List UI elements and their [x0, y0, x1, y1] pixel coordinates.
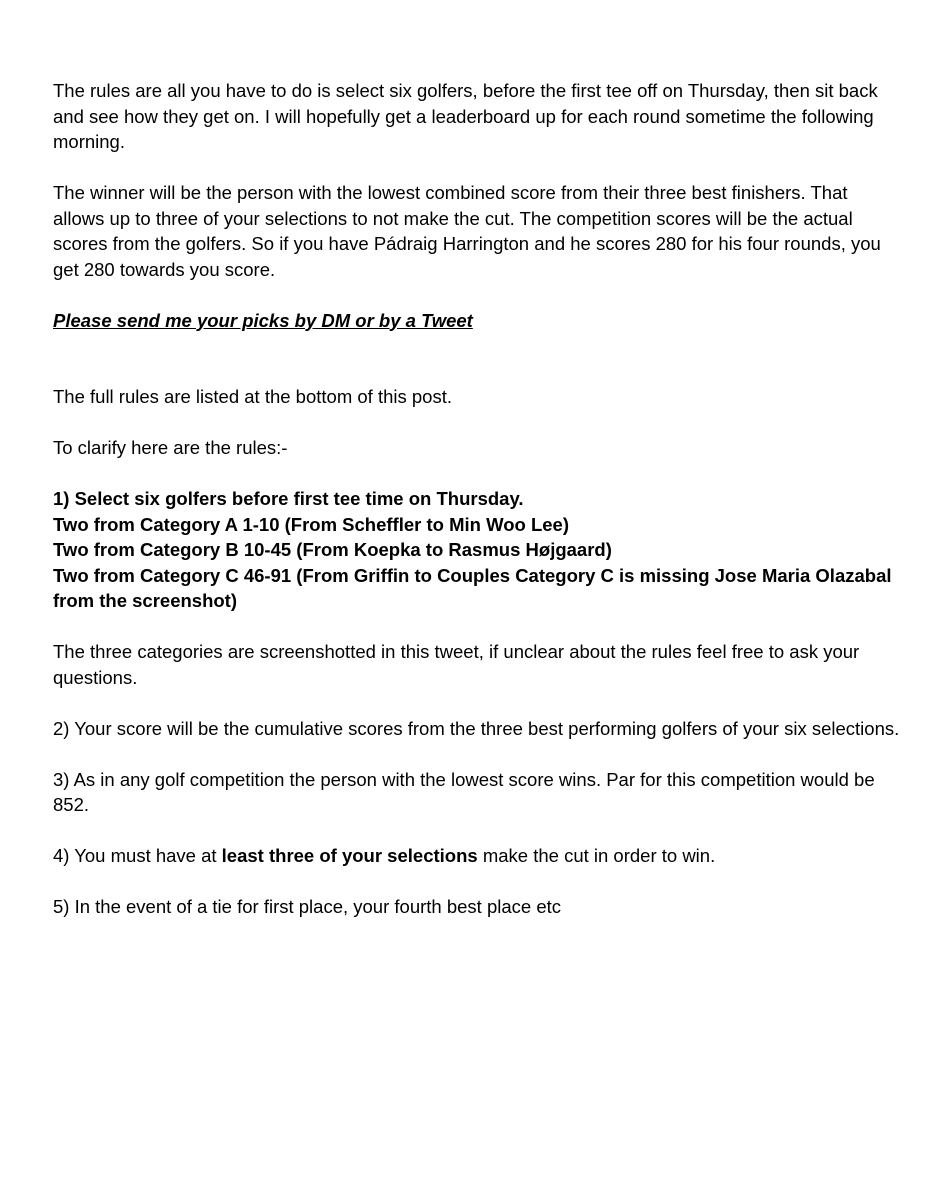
winner-paragraph: The winner will be the person with the lowest combined score from their three best finishers. That allows up to three of your selections to not make the cut. The competition scores will be the actual scores from the golfers. So if you have Pádraig Harrington and he scores 280 for his four rounds, you get 280 towards you score. — [53, 182, 881, 280]
intro-paragraph: The rules are all you have to do is select six golfers, before the first tee off on Thursday, then sit back and see how they get on. I will hopefully get a leaderboard up for each round sometime the following morning. — [53, 80, 878, 152]
rule-1-category-b: Two from Category B 10-45 (From Koepka to Rasmus Højgaard) — [53, 539, 612, 560]
picks-instruction — [53, 308, 903, 334]
document-page — [53, 78, 903, 945]
rule-4-text-start: 4) You must have at — [53, 845, 222, 866]
rule-2: 2) Your score will be the cumulative scores from the three best performing golfers of your six selections. — [53, 717, 900, 739]
categories-note: The three categories are screenshotted in this tweet, if unclear about the rules feel free to ask your questions. — [53, 641, 860, 688]
clarify-heading: To clarify here are the rules:- — [53, 437, 288, 458]
rule-1-heading: 1) Select six golfers before first tee time on Thursday. — [53, 488, 524, 509]
full-rules-note: The full rules are listed at the bottom of this post. — [53, 386, 452, 407]
rule-4 — [53, 843, 903, 869]
picks-instruction-text: Please send me your picks by DM or by a Tweet — [53, 309, 473, 331]
rule-5: 5) In the event of a tie for first place, your fourth best place etc — [53, 896, 561, 917]
rule-1-category-c: Two from Category C 46-91 (From Griffin to Couples Category C is missing Jose Maria Olazabal from the screenshot) — [53, 564, 892, 611]
rule-1-category-a: Two from Category A 1-10 (From Scheffler to Min Woo Lee) — [53, 513, 569, 535]
rule-4-text-end: make the cut in order to win. — [477, 845, 716, 866]
rule-3: 3) As in any golf competition the person with the lowest score wins. Par for this competition would be 852. — [53, 768, 875, 815]
rule-4-text-bold: least three of your selections — [221, 845, 478, 866]
rule-1-block — [53, 486, 903, 614]
